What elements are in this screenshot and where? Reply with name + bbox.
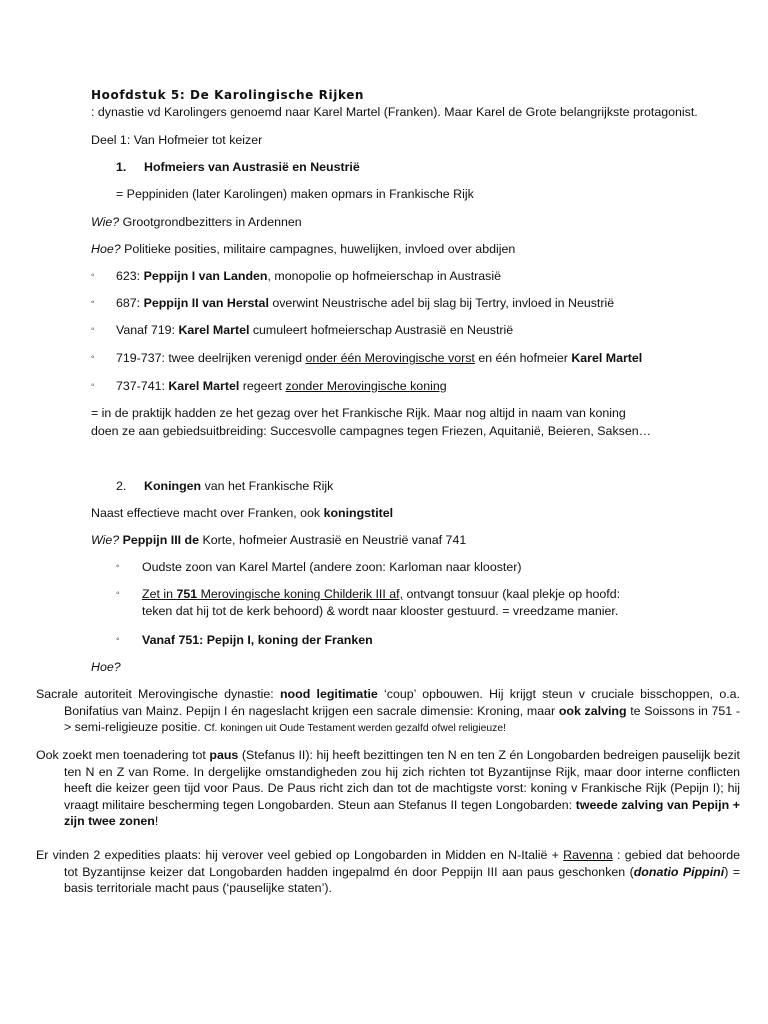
paragraph-paus: Ook zoekt men toenadering tot paus (Stefanus II): hij heeft bezittingen ten N en ten Z én Longobarden bedreigen pauselijk bezit ten N en Z van Rome. In dergelijke omstandigheden zou hij zich richten tot Byzantijnse Rijk, maar door interne conflicten heeft die keizer geen tijd voor Paus. De Paus richt zich dan tot de machtigste vorst: koning v Frankische Rijk (Pepijn I); hij vraagt militaire bescherming tegen Longobarden. Steun aan Stefanus II tegen Longobarden: tweede zalving van Pepijn + zijn twee zonen! xyxy=(36,748,740,828)
bullet-item-5: 737-741: Karel Martel regeert zonder Merovingische koning xyxy=(116,379,447,393)
summary-line-2: doen ze aan gebiedsuitbreiding: Succesvolle campagnes tegen Friezen, Aquitanië, Beieren, Saksen… xyxy=(91,424,652,438)
section-1-title: Hofmeiers van Austrasië en Neustrië xyxy=(144,160,360,174)
paragraph-expedities: Er vinden 2 expedities plaats: hij verover veel gebied op Longobarden in Midden en N-Italië + Ravenna : gebied dat behoorde tot Byzantijnse keizer dat Longobarden hadden ingepalmd én door Peppijn III aan paus geschonken (donatio Pippini) = basis territoriale macht paus (‘pauselijke staten’). xyxy=(36,848,740,895)
chapter-intro: : dynastie vd Karolingers genoemd naar Karel Martel (Franken). Maar Karel de Grote belangrijkste protagonist. xyxy=(91,105,698,119)
bullet-icon: ◦ xyxy=(91,352,95,363)
hoe-label: Hoe? xyxy=(91,242,121,256)
section-2-description: Naast effectieve macht over Franken, ook koningstitel xyxy=(91,506,394,520)
bullet-icon: ◦ xyxy=(91,297,95,308)
sub-bullet-1: Oudste zoon van Karel Martel (andere zoon: Karloman naar klooster) xyxy=(142,560,522,574)
hoe-line-2: Hoe? xyxy=(91,660,121,674)
part-heading: Deel 1: Van Hofmeier tot keizer xyxy=(91,133,263,147)
section-1-number: 1. xyxy=(116,160,127,174)
bullet-icon: ◦ xyxy=(91,324,95,335)
hoe-line-1: Hoe? Politieke posities, militaire campagnes, huwelijken, invloed over abdijen xyxy=(91,242,516,256)
wie-line-2: Wie? Peppijn III de Korte, hofmeier Austrasië en Neustrië vanaf 741 xyxy=(91,533,467,547)
bullet-icon: ◦ xyxy=(91,380,95,391)
paragraph-sacrale: Sacrale autoriteit Merovingische dynastie: nood legitimatie ‘coup’ opbouwen. Hij krijgt steun v cruciale bisschoppen, o.a. Bonifatius van Mainz. Pepijn I én nageslacht krijgen een sacrale dimensie: Kroning, maar ook zalving te Soissons in 751 -> semi-religieuze positie. Cf. koningen uit Oude Testament werden gezalfd ofwel religieuze! xyxy=(36,687,741,734)
section-1-heading xyxy=(116,159,360,175)
bullet-item-1: 623: Peppijn I van Landen, monopolie op hofmeierschap in Austrasië xyxy=(116,269,501,283)
bullet-icon: ◦ xyxy=(116,588,120,599)
sub-bullet-2-continued: teken dat hij tot de kerk behoord) & wordt naar klooster gestuurd. = vreedzame manier. xyxy=(142,604,619,618)
section-2-number: 2. xyxy=(116,479,127,493)
bullet-item-3: Vanaf 719: Karel Martel cumuleert hofmeierschap Austrasië en Neustrië xyxy=(116,323,514,337)
wie-label: Wie? xyxy=(91,533,120,547)
section-1-description: = Peppiniden (later Karolingen) maken opmars in Frankische Rijk xyxy=(116,187,474,201)
summary-line-1: = in de praktijk hadden ze het gezag over het Frankische Rijk. Maar nog altijd in naam van koning xyxy=(91,406,626,420)
section-2-heading: 2. Koningen van het Frankische Rijk xyxy=(116,479,334,493)
bullet-icon: ◦ xyxy=(116,634,120,645)
wie-label: Wie? xyxy=(91,215,120,229)
bullet-icon: ◦ xyxy=(91,270,95,281)
bullet-item-2: 687: Peppijn II van Herstal overwint Neustrische adel bij slag bij Tertry, invloed in Neustrië xyxy=(116,296,615,310)
sub-bullet-2: Zet in 751 Merovingische koning Childerik III af, ontvangt tonsuur (kaal plekje op hoofd: xyxy=(142,587,621,601)
bullet-item-4: 719-737: twee deelrijken verenigd onder één Merovingische vorst en één hofmeier Karel Martel xyxy=(116,351,643,365)
wie-line-1: Wie? Grootgrondbezitters in Ardennen xyxy=(91,215,302,229)
bullet-icon: ◦ xyxy=(116,561,120,572)
chapter-title: Hoofdstuk 5: De Karolingische Rijken xyxy=(91,88,365,102)
sub-bullet-3: Vanaf 751: Pepijn I, koning der Franken xyxy=(142,633,373,647)
